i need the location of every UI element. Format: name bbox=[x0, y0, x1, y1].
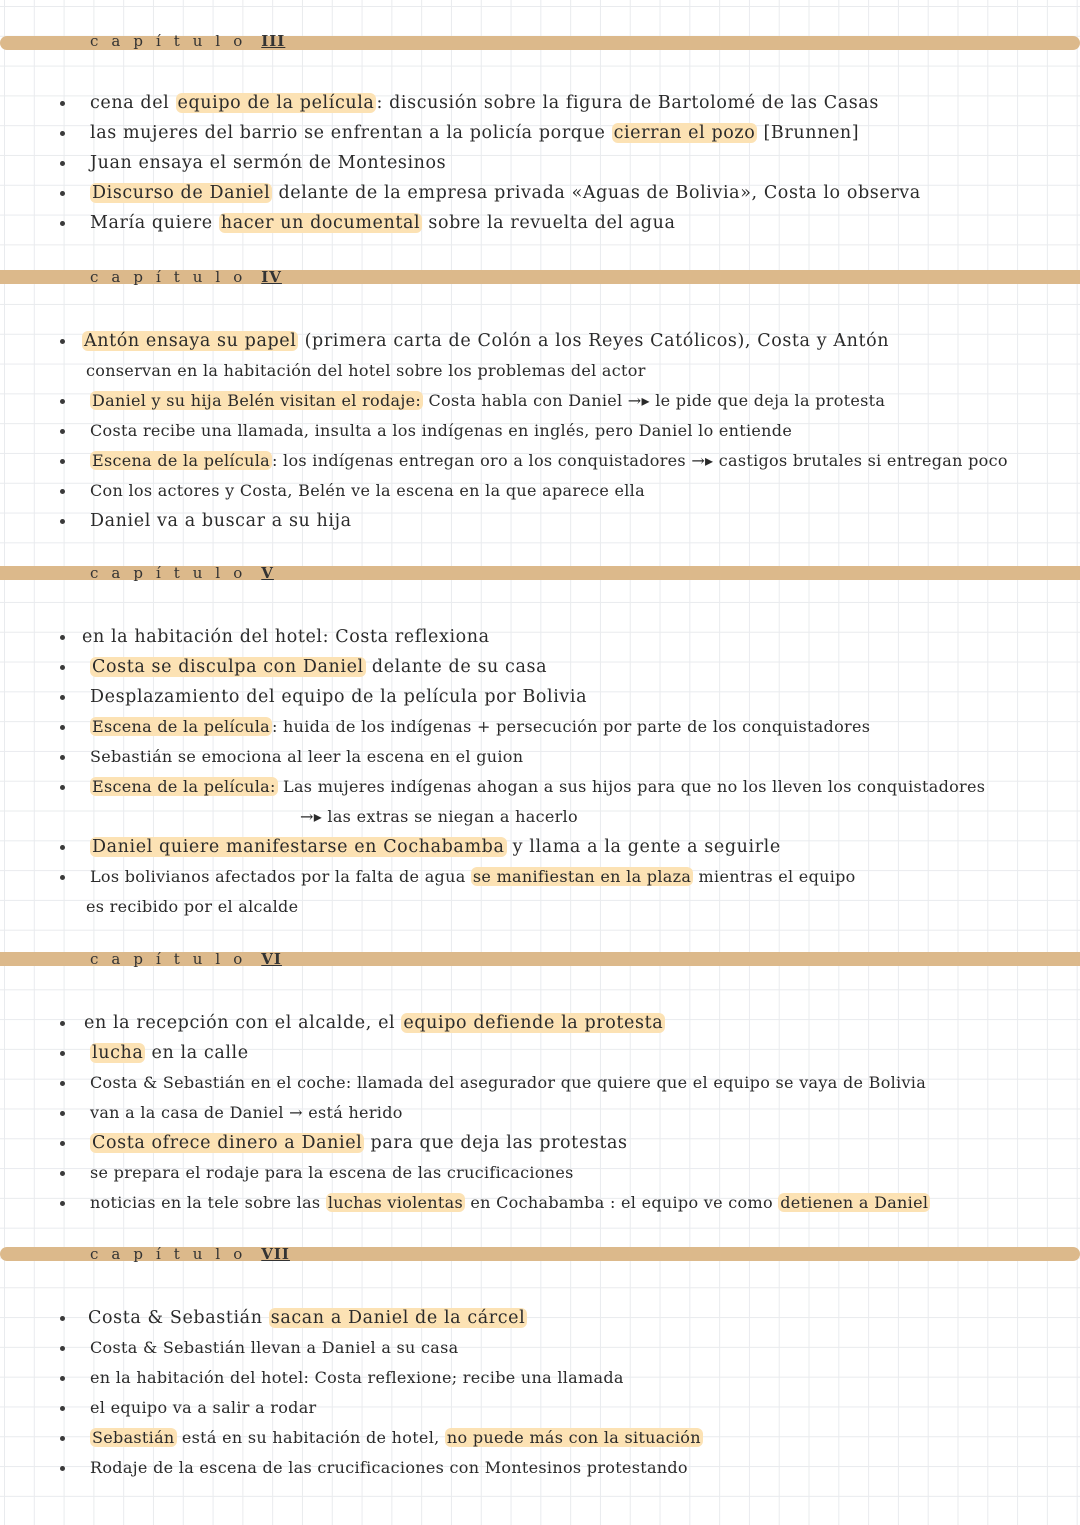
note-line bbox=[90, 836, 781, 858]
chapter-word: capítulo bbox=[90, 268, 256, 286]
note-line bbox=[90, 510, 352, 532]
note-line bbox=[90, 1397, 317, 1419]
note-line bbox=[90, 480, 645, 502]
note-text: : huida de los indígenas + persecución por parte de los conquistadores bbox=[271, 717, 871, 736]
note-line bbox=[300, 806, 578, 828]
note-text: Los bolivianos afectados por la falta de agua bbox=[90, 867, 471, 886]
chapter-heading bbox=[90, 268, 282, 286]
highlighted-text: equipo defiende la protesta bbox=[403, 1013, 664, 1033]
bullet-dot bbox=[60, 1111, 65, 1116]
note-text: conservan en la habitación del hotel sobre los problemas del actor bbox=[86, 361, 646, 380]
bullet-dot bbox=[60, 519, 65, 524]
highlighted-text: Escena de la película bbox=[92, 717, 270, 736]
highlighted-text: Daniel y su hija Belén visitan el rodaje: bbox=[92, 391, 422, 410]
note-text: las mujeres del barrio se enfrentan a la policía porque bbox=[90, 123, 612, 143]
note-text: Costa & Sebastián bbox=[88, 1308, 269, 1328]
bullet-dot bbox=[60, 1466, 65, 1471]
highlighted-text: detienen a Daniel bbox=[780, 1193, 929, 1212]
bullet-dot bbox=[60, 1201, 65, 1206]
note-line bbox=[90, 1367, 624, 1389]
note-text: en la habitación del hotel: Costa reflexiona bbox=[82, 627, 490, 647]
chapter-heading bbox=[90, 1245, 290, 1263]
note-line bbox=[90, 1192, 930, 1214]
note-line bbox=[90, 1132, 628, 1154]
note-line bbox=[90, 450, 1008, 472]
bullet-dot bbox=[60, 101, 65, 106]
bullet-dot bbox=[60, 489, 65, 494]
note-text: Costa & Sebastián en el coche: llamada del asegurador que quiere que el equipo se vaya de Bolivia bbox=[90, 1073, 927, 1092]
note-line bbox=[90, 686, 587, 708]
highlighted-text: cierran el pozo bbox=[613, 123, 756, 143]
note-text: →▸ las extras se niegan a hacerlo bbox=[300, 807, 578, 826]
bullet-dot bbox=[60, 785, 65, 790]
note-text: Desplazamiento del equipo de la película por Bolivia bbox=[90, 687, 588, 707]
note-line bbox=[86, 896, 298, 918]
note-text: en la recepción con el alcalde, el bbox=[84, 1013, 402, 1033]
note-line bbox=[90, 212, 676, 234]
note-line bbox=[90, 92, 879, 114]
note-text: Sebastián se emociona al leer la escena en el guion bbox=[90, 747, 524, 766]
highlighted-text: sacan a Daniel de la cárcel bbox=[270, 1308, 526, 1328]
chapter-number: IV bbox=[261, 268, 282, 286]
note-text: y llama a la gente a seguirle bbox=[506, 837, 781, 857]
bullet-dot bbox=[60, 339, 65, 344]
bullet-dot bbox=[60, 1316, 65, 1321]
note-line bbox=[90, 716, 870, 738]
note-text: mientras el equipo bbox=[693, 867, 856, 886]
note-line bbox=[90, 1072, 926, 1094]
bullet-dot bbox=[60, 695, 65, 700]
note-line bbox=[82, 330, 889, 352]
note-line bbox=[90, 1042, 249, 1064]
note-text: : discusión sobre la figura de Bartolomé de las Casas bbox=[376, 93, 879, 113]
bullet-dot bbox=[60, 1171, 65, 1176]
note-line bbox=[90, 390, 885, 412]
note-text: en Cochabamba : el equipo ve como bbox=[465, 1193, 779, 1212]
note-text: noticias en la tele sobre las bbox=[90, 1193, 326, 1212]
note-line bbox=[90, 776, 985, 798]
chapter-number: III bbox=[261, 32, 286, 50]
bullet-dot bbox=[60, 131, 65, 136]
note-line bbox=[90, 1457, 688, 1479]
highlighted-text: lucha bbox=[92, 1043, 144, 1063]
note-text: Rodaje de la escena de las crucificaciones con Montesinos protestando bbox=[90, 1458, 688, 1477]
bullet-dot bbox=[60, 665, 65, 670]
note-text: es recibido por el alcalde bbox=[86, 897, 299, 916]
bullet-dot bbox=[60, 1141, 65, 1146]
note-text: el equipo va a salir a rodar bbox=[90, 1398, 317, 1417]
highlighted-text: Escena de la película: bbox=[92, 777, 276, 796]
note-line bbox=[90, 1427, 703, 1449]
highlighted-text: no puede más con la situación bbox=[446, 1428, 701, 1447]
note-text: Juan ensaya el sermón de Montesinos bbox=[90, 153, 447, 173]
chapter-word: capítulo bbox=[90, 1245, 256, 1263]
highlighted-text: Costa ofrece dinero a Daniel bbox=[92, 1133, 363, 1153]
note-text: van a la casa de Daniel → está herido bbox=[90, 1103, 403, 1122]
chapter-heading bbox=[90, 950, 282, 968]
bullet-dot bbox=[60, 221, 65, 226]
note-text: sobre la revuelta del agua bbox=[422, 213, 676, 233]
note-text: [Brunnen] bbox=[757, 123, 860, 143]
note-line bbox=[90, 1102, 403, 1124]
bullet-dot bbox=[60, 755, 65, 760]
note-line bbox=[84, 1012, 665, 1034]
note-line bbox=[88, 1307, 527, 1329]
note-text: Daniel va a buscar a su hija bbox=[90, 511, 352, 531]
bullet-dot bbox=[60, 875, 65, 880]
highlighted-text: Daniel quiere manifestarse en Cochabamba bbox=[92, 837, 505, 857]
note-text: en la habitación del hotel: Costa reflexione; recibe una llamada bbox=[90, 1368, 624, 1387]
bullet-dot bbox=[60, 1021, 65, 1026]
chapter-heading bbox=[90, 32, 285, 50]
note-line bbox=[90, 1337, 459, 1359]
highlighted-text: equipo de la película bbox=[177, 93, 375, 113]
bullet-dot bbox=[60, 635, 65, 640]
note-text: delante de su casa bbox=[365, 657, 548, 677]
note-text: se prepara el rodaje para la escena de las crucificaciones bbox=[90, 1163, 574, 1182]
note-text: en la calle bbox=[145, 1043, 249, 1063]
chapter-heading bbox=[90, 564, 274, 582]
note-line bbox=[86, 360, 646, 382]
note-line bbox=[90, 746, 523, 768]
note-line bbox=[90, 152, 446, 174]
bullet-dot bbox=[60, 399, 65, 404]
bullet-dot bbox=[60, 1376, 65, 1381]
note-text: Costa habla con Daniel →▸ le pide que deja la protesta bbox=[423, 391, 886, 410]
note-text: Costa recibe una llamada, insulta a los indígenas en inglés, pero Daniel lo entiende bbox=[90, 421, 793, 440]
highlighted-text: Costa se disculpa con Daniel bbox=[92, 657, 364, 677]
note-line bbox=[90, 866, 856, 888]
note-text: (primera carta de Colón a los Reyes Católicos), Costa y Antón bbox=[298, 331, 890, 351]
highlighted-text: Escena de la película bbox=[92, 451, 270, 470]
highlighted-text: se manifiestan en la plaza bbox=[472, 867, 692, 886]
note-text: está en su habitación de hotel, bbox=[176, 1428, 445, 1447]
bullet-dot bbox=[60, 1346, 65, 1351]
note-text: cena del bbox=[90, 93, 176, 113]
note-text: Con los actores y Costa, Belén ve la escena en la que aparece ella bbox=[90, 481, 645, 500]
bullet-dot bbox=[60, 1051, 65, 1056]
note-text: María quiere bbox=[90, 213, 219, 233]
bullet-dot bbox=[60, 1436, 65, 1441]
chapter-word: capítulo bbox=[90, 950, 256, 968]
chapter-number: VI bbox=[261, 950, 282, 968]
note-line bbox=[90, 656, 547, 678]
note-line bbox=[90, 1162, 574, 1184]
bullet-dot bbox=[60, 1406, 65, 1411]
note-line bbox=[82, 626, 490, 648]
highlighted-text: hacer un documental bbox=[220, 213, 421, 233]
note-line bbox=[90, 420, 792, 442]
bullet-dot bbox=[60, 1081, 65, 1086]
chapter-number: VII bbox=[261, 1245, 290, 1263]
chapter-word: capítulo bbox=[90, 32, 256, 50]
chapter-number: V bbox=[261, 564, 274, 582]
note-line bbox=[90, 182, 921, 204]
bullet-dot bbox=[60, 429, 65, 434]
bullet-dot bbox=[60, 191, 65, 196]
note-line bbox=[90, 122, 859, 144]
highlighted-text: Sebastián bbox=[92, 1428, 175, 1447]
chapter-word: capítulo bbox=[90, 564, 256, 582]
bullet-dot bbox=[60, 161, 65, 166]
highlighted-text: Discurso de Daniel bbox=[92, 183, 271, 203]
highlighted-text: Antón ensaya su papel bbox=[84, 331, 297, 351]
note-text: delante de la empresa privada «Aguas de Bolivia», Costa lo observa bbox=[272, 183, 921, 203]
highlighted-text: luchas violentas bbox=[327, 1193, 463, 1212]
note-text: Las mujeres indígenas ahogan a sus hijos para que no los lleven los conquistadores bbox=[277, 777, 986, 796]
bullet-dot bbox=[60, 845, 65, 850]
note-text: Costa & Sebastián llevan a Daniel a su casa bbox=[90, 1338, 459, 1357]
note-text: : los indígenas entregan oro a los conquistadores →▸ castigos brutales si entregan poco bbox=[271, 451, 1008, 470]
note-text: para que deja las protestas bbox=[364, 1133, 628, 1153]
bullet-dot bbox=[60, 725, 65, 730]
bullet-dot bbox=[60, 459, 65, 464]
